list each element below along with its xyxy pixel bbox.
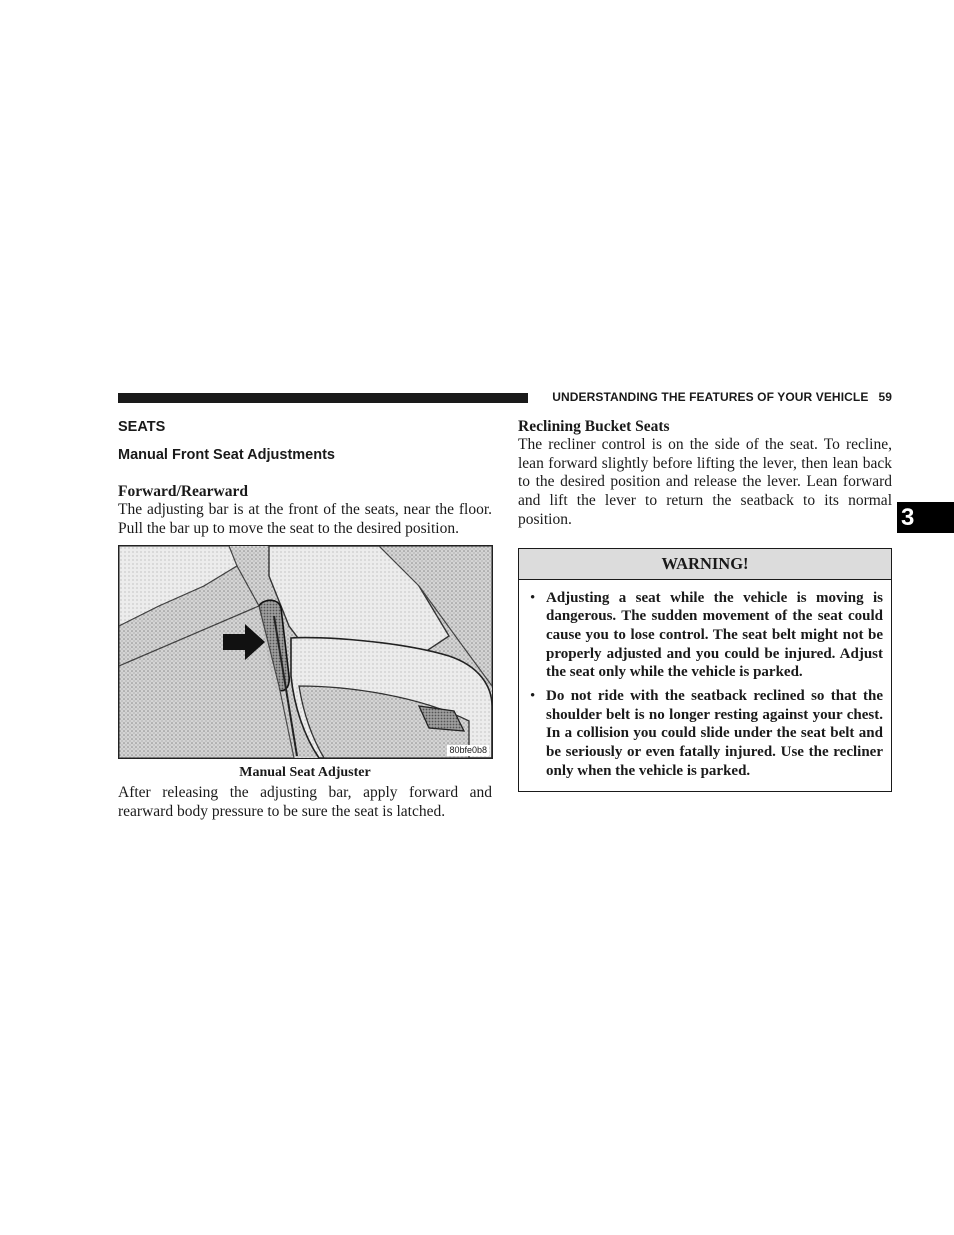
figure-caption: Manual Seat Adjuster	[239, 765, 371, 781]
right-column	[518, 417, 892, 792]
warning-item-text: Do not ride with the seatback reclined so that the shoulder belt is no longer resting against your chest. In a collision you could slide under the seat belt and be seriously or even fatally injured. Use the recliner only when the vehicle is parked.	[546, 688, 883, 779]
warning-item	[529, 687, 883, 781]
bullet-icon: •	[530, 589, 536, 606]
page-number: 59	[878, 390, 892, 404]
warning-item	[529, 589, 883, 683]
reclining-text: The recliner control is on the side of the seat. To recline, lean forward slightly before lifting the lever, then lean back to the desired position and release the lever. Lean forward and lift the lever to return the seatback to its normal position.	[518, 436, 892, 528]
seat-adjuster-figure	[118, 545, 493, 759]
reclining-heading: Reclining Bucket Seats	[518, 418, 670, 435]
warning-item-text: Adjusting a seat while the vehicle is moving is dangerous. The sudden movement of the seat could cause you to lose control. The seat belt might not be properly adjusted and you could be injured. Adjust the seat only while the vehicle is parked.	[546, 589, 883, 681]
running-header	[538, 390, 892, 404]
chapter-tab	[897, 502, 954, 533]
chapter-number: 3	[901, 503, 915, 531]
left-column	[118, 417, 492, 822]
forward-rearward-heading: Forward/Rearward	[118, 483, 248, 500]
subsection-title: Manual Front Seat Adjustments	[118, 447, 335, 463]
seat-adjuster-illustration	[119, 546, 492, 758]
warning-title: WARNING!	[519, 549, 891, 580]
section-title: SEATS	[118, 419, 166, 435]
running-title: UNDERSTANDING THE FEATURES OF YOUR VEHICLE	[552, 390, 869, 404]
warning-box	[518, 548, 892, 792]
bullet-icon: •	[530, 688, 536, 705]
warning-list	[519, 580, 891, 791]
figure-code: 80bfe0b8	[449, 745, 487, 756]
forward-rearward-text: The adjusting bar is at the front of the seats, near the floor. Pull the bar up to move the seat to the desired position.	[118, 501, 492, 537]
after-release-text: After releasing the adjusting bar, apply forward and rearward body pressure to be sure the seat is latched.	[118, 784, 492, 821]
header-rule	[118, 393, 528, 403]
